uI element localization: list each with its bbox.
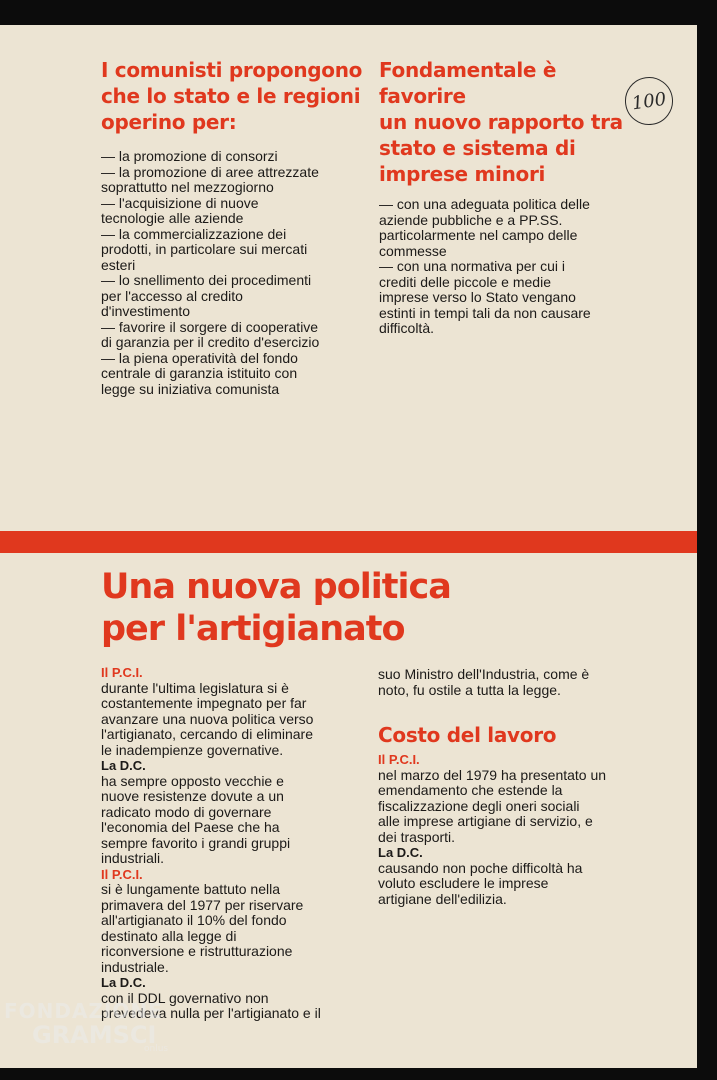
- text-line: primavera del 1977 per riservare: [101, 896, 304, 913]
- main-title: Una nuova politica per l'artigianato: [101, 567, 451, 649]
- party-label: La D.C.: [378, 845, 423, 860]
- text-line: fiscalizzazione degli oneri sociali: [378, 797, 580, 814]
- list-line: — la promozione di consorzi: [101, 148, 278, 164]
- text-line: prevedeva nulla per l'artigianato e il: [101, 1005, 321, 1021]
- document-page: [0, 25, 697, 1068]
- text-line: avanzare una nuova politica verso: [101, 710, 314, 727]
- red-divider-band: [0, 531, 697, 553]
- text-line: emendamento che estende la: [378, 782, 563, 798]
- party-label: Il P.C.I.: [101, 665, 143, 680]
- text-line: durante l'ultima legislatura si è: [101, 679, 289, 696]
- text-line: ha sempre opposto vecchie e: [101, 772, 284, 789]
- party-statement: [378, 768, 658, 846]
- party-label: Il P.C.I.: [101, 866, 143, 882]
- proposals-heading: I comunisti propongono che lo stato e le regioni operino per:: [101, 58, 363, 134]
- handwritten-page-number: 100: [622, 74, 676, 128]
- list-line: esteri: [101, 256, 136, 273]
- list-line: — la piena operatività del fondo: [101, 349, 298, 366]
- text-line: dei trasporti.: [378, 828, 456, 845]
- labor-cost-blocks: [378, 752, 658, 907]
- list-line: di garanzia per il credito d'esercizio: [101, 334, 320, 350]
- continued-text: [378, 667, 658, 698]
- party-label: La D.C.: [101, 758, 146, 773]
- list-line: — con una adeguata politica delle: [379, 196, 590, 212]
- list-line: estinti in tempi tali da non causare: [379, 304, 591, 321]
- list-line: — favorire il sorgere di cooperative: [101, 318, 319, 335]
- party-label: Il P.C.I.: [378, 752, 420, 767]
- proposals-list: [101, 149, 371, 397]
- text-line: industriali.: [101, 850, 165, 866]
- text-line: nuove resistenze dovute a un: [101, 788, 284, 804]
- list-line: difficoltà.: [379, 320, 434, 336]
- relationship-list: [379, 197, 649, 337]
- text-line: industriale.: [101, 958, 169, 975]
- artisan-policy-right-column: [378, 667, 658, 907]
- text-line: con il DDL governativo non: [101, 989, 269, 1006]
- list-line: legge su iniziativa comunista: [101, 380, 280, 397]
- list-line: aziende pubbliche e a PP.SS.: [379, 211, 563, 228]
- list-line: — con una normativa per cui i: [379, 258, 565, 274]
- text-line: costantemente impegnato per far: [101, 695, 307, 711]
- text-line: l'economia del Paese che ha: [101, 819, 280, 835]
- list-line: soprattutto nel mezzogiorno: [101, 179, 274, 195]
- list-line: d'investimento: [101, 303, 191, 319]
- text-line: le inadempienze governative.: [101, 741, 284, 758]
- party-label: La D.C.: [101, 975, 146, 990]
- relationship-heading: Fondamentale è favorire un nuovo rapporto tra stato e sistema di imprese minori: [379, 58, 623, 186]
- list-line: particolarmente nel campo delle: [379, 227, 578, 243]
- list-line: crediti delle piccole e medie: [379, 273, 551, 290]
- list-line: — l'acquisizione di nuove: [101, 194, 259, 211]
- list-line: per l'accesso al credito: [101, 287, 243, 304]
- text-line: destinato alla legge di: [101, 927, 237, 944]
- text-line: radicato modo di governare: [101, 803, 272, 820]
- text-line: noto, fu ostile a tutta la legge.: [378, 681, 561, 698]
- proposals-column: [101, 57, 371, 397]
- list-line: — la promozione di aree attrezzate: [101, 163, 319, 180]
- text-line: all'artigianato il 10% del fondo: [101, 912, 287, 928]
- text-line: si è lungamente battuto nella: [101, 881, 281, 897]
- list-line: — la commercializzazione dei: [101, 225, 287, 242]
- list-line: centrale di garanzia istituito con: [101, 365, 298, 381]
- list-line: commesse: [379, 242, 447, 259]
- list-line: tecnologie alle aziende: [101, 210, 244, 226]
- list-line: prodotti, in particolare sui mercati: [101, 241, 308, 257]
- list-line: imprese verso lo Stato vengano: [379, 289, 576, 305]
- artisan-policy-left-column: [101, 665, 376, 1022]
- text-line: sempre favorito i grandi gruppi: [101, 834, 291, 851]
- list-line: — lo snellimento dei procedimenti: [101, 272, 312, 288]
- party-statement: [378, 861, 658, 908]
- text-line: l'artigianato, cercando di eliminare: [101, 726, 314, 742]
- relationship-column: [379, 57, 649, 337]
- text-line: artigiane dell'edilizia.: [378, 890, 507, 907]
- text-line: riconversione e ristrutturazione: [101, 943, 293, 959]
- party-statement: [101, 774, 376, 867]
- party-statement: [101, 882, 376, 975]
- labor-cost-subheading: Costo del lavoro: [378, 723, 557, 747]
- party-statement: [101, 681, 376, 759]
- text-line: alle imprese artigiane di servizio, e: [378, 813, 593, 829]
- text-line: nel marzo del 1979 ha presentato un: [378, 766, 607, 783]
- text-line: voluto escludere le imprese: [378, 875, 549, 891]
- text-line: causando non poche difficoltà ha: [378, 859, 583, 876]
- archive-watermark: FONDAZIONE GRAMSCI onlus: [4, 999, 169, 1054]
- text-line: suo Ministro dell'Industria, come è: [378, 666, 590, 682]
